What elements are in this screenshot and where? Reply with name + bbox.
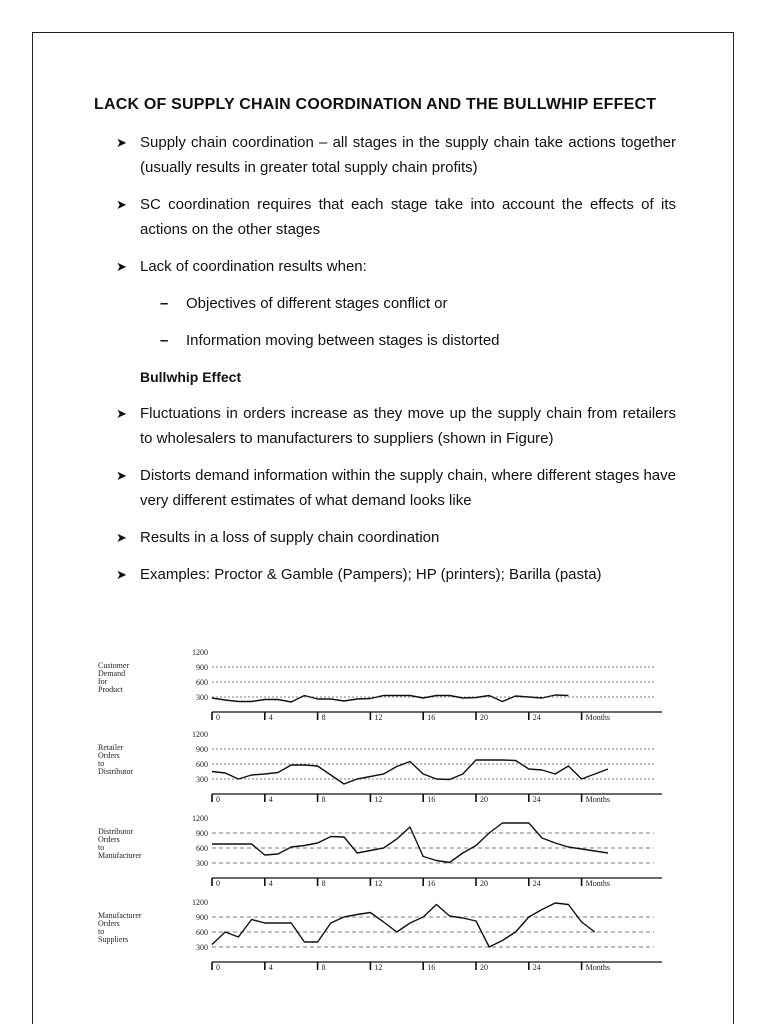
panel-label-line: Customer: [98, 661, 130, 670]
arrow-bullet-icon: ➤: [116, 468, 127, 483]
x-tick-label: 24: [532, 879, 541, 888]
y-tick-label: 900: [196, 663, 208, 672]
dash-bullet-icon: –: [160, 295, 169, 312]
panel-label-line: Manufacturer: [98, 911, 142, 920]
bullet-item: ➤ SC coordination requires that each stage take into account the effects of its actions on the other stages: [94, 192, 676, 242]
x-tick-label: 8: [321, 879, 326, 888]
series-line: [212, 823, 608, 863]
y-tick-label: 900: [196, 913, 208, 922]
section-heading: Bullwhip Effect: [140, 369, 242, 385]
arrow-bullet-icon: ➤: [116, 259, 127, 274]
panel-label-line: Distributor: [98, 767, 134, 776]
x-tick-label: 24: [532, 963, 541, 972]
sub-bullet-item: – Information moving between stages is distorted: [94, 328, 676, 353]
x-tick-label: 4: [268, 963, 273, 972]
page-title: LACK OF SUPPLY CHAIN COORDINATION AND THE BULLWHIP EFFECT: [94, 96, 657, 113]
panel-label-line: to: [98, 759, 105, 768]
sub-bullet-list: [94, 291, 676, 353]
bullet-item: ➤ Examples: Proctor & Gamble (Pampers); HP (printers); Barilla (pasta): [94, 562, 676, 587]
y-tick-label: 1200: [192, 730, 208, 739]
y-tick-label: 300: [196, 775, 208, 784]
panel-label-line: for: [98, 677, 108, 686]
x-tick-label: 0: [216, 795, 220, 804]
y-tick-label: 300: [196, 859, 208, 868]
x-tick-label: 12: [374, 713, 383, 722]
series-line: [212, 903, 595, 947]
x-unit-label: Months: [585, 795, 611, 804]
panel-label-line: Orders: [98, 751, 120, 760]
document-body: [94, 92, 676, 587]
x-tick-label: 8: [321, 713, 326, 722]
y-tick-label: 1200: [192, 898, 208, 907]
bullet-list-top: [94, 130, 676, 279]
y-tick-label: 600: [196, 760, 208, 769]
panel-label-line: Manufacturer: [98, 851, 142, 860]
bullet-item: ➤ Results in a loss of supply chain coordination: [94, 525, 676, 550]
panel-label-line: to: [98, 843, 105, 852]
x-tick-label: 24: [532, 713, 541, 722]
x-tick-label: 12: [374, 795, 383, 804]
x-tick-label: 8: [321, 963, 326, 972]
panel-label-line: Orders: [98, 919, 120, 928]
sub-bullet-item: – Objectives of different stages conflict or: [94, 291, 676, 316]
panel-label-line: Retailer: [98, 743, 124, 752]
panel-label-line: to: [98, 927, 105, 936]
bullet-item: ➤ Supply chain coordination – all stages in the supply chain take actions together (usually results in greater total supply chain profits): [94, 130, 676, 180]
y-tick-label: 900: [196, 829, 208, 838]
y-tick-label: 300: [196, 693, 208, 702]
arrow-bullet-icon: ➤: [116, 135, 127, 150]
x-tick-label: 4: [268, 795, 273, 804]
x-tick-label: 16: [427, 795, 436, 804]
x-unit-label: Months: [585, 963, 611, 972]
panel-label-line: Suppliers: [98, 935, 129, 944]
x-unit-label: Months: [585, 713, 611, 722]
x-tick-label: 16: [427, 963, 436, 972]
y-tick-label: 600: [196, 928, 208, 937]
bullet-list-bottom: [94, 401, 676, 587]
x-tick-label: 0: [216, 963, 220, 972]
bullet-item: ➤ Lack of coordination results when:: [94, 254, 676, 279]
series-line: [212, 760, 608, 784]
y-tick-label: 600: [196, 844, 208, 853]
x-tick-label: 24: [532, 795, 541, 804]
y-tick-label: 1200: [192, 814, 208, 823]
arrow-bullet-icon: ➤: [116, 197, 127, 212]
x-tick-label: 16: [427, 713, 436, 722]
x-tick-label: 20: [480, 795, 488, 804]
panel-label-line: Product: [98, 685, 123, 694]
y-tick-label: 900: [196, 745, 208, 754]
dash-bullet-icon: –: [160, 332, 169, 349]
x-tick-label: 16: [427, 879, 436, 888]
x-tick-label: 8: [321, 795, 326, 804]
x-tick-label: 20: [480, 963, 488, 972]
y-tick-label: 600: [196, 678, 208, 687]
x-tick-label: 0: [216, 879, 220, 888]
arrow-bullet-icon: ➤: [116, 567, 127, 582]
x-tick-label: 0: [216, 713, 220, 722]
arrow-bullet-icon: ➤: [116, 530, 127, 545]
panel-label-line: Orders: [98, 835, 120, 844]
x-tick-label: 4: [268, 713, 273, 722]
panel-label-line: Distributor: [98, 827, 134, 836]
bullwhip-figure: [94, 640, 674, 980]
x-tick-label: 12: [374, 879, 383, 888]
series-line: [212, 695, 568, 702]
x-tick-label: 12: [374, 963, 383, 972]
arrow-bullet-icon: ➤: [116, 406, 127, 421]
bullet-item: ➤ Fluctuations in orders increase as they move up the supply chain from retailers to wholesalers to manufacturers to suppliers (shown in Figure): [94, 401, 676, 451]
x-unit-label: Months: [585, 879, 611, 888]
x-tick-label: 20: [480, 713, 488, 722]
panel-label-line: Demand: [98, 669, 126, 678]
bullet-item: ➤ Distorts demand information within the supply chain, where different stages have very different estimates of what demand looks like: [94, 463, 676, 513]
x-tick-label: 4: [268, 879, 273, 888]
y-tick-label: 300: [196, 943, 208, 952]
y-tick-label: 1200: [192, 648, 208, 657]
x-tick-label: 20: [480, 879, 488, 888]
